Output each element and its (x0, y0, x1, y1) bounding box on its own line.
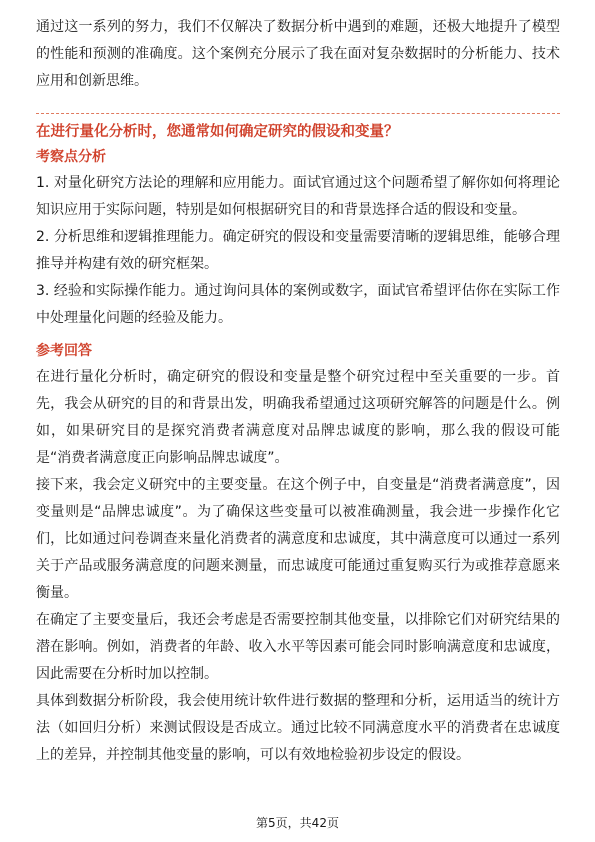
answer-heading: 参考回答 (36, 343, 92, 359)
page-number: 第5页，共42页 (256, 816, 339, 830)
analysis-item-2: 2. 分析思维和逻辑推理能力。确定研究的假设和变量需要清晰的逻辑思维，能够合理推导并构建有效的研究框架。 (36, 229, 560, 272)
document-page (36, 14, 560, 769)
analysis-item-3: 3. 经验和实际操作能力。通过询问具体的案例或数字，面试官希望评估你在实际工作中处理量化问题的经验及能力。 (36, 283, 560, 326)
question-heading: 在进行量化分析时，您通常如何确定研究的假设和变量？ (36, 124, 399, 140)
answer-paragraph-2: 接下来，我会定义研究中的主要变量。在这个例子中，自变量是“消费者满意度”，因变量则是“品牌忠诚度”。为了确保这些变量可以被准确测量，我会进一步操作化它们，比如通过问卷调查来量化消费者的满意度和忠诚度，其中满意度可以通过一系列关于产品或服务满意度的问题来测量，而忠诚度可能通过重复购买行为或推荐意愿来衡量。 (36, 477, 560, 601)
answer-paragraph-1: 在进行量化分析时，确定研究的假设和变量是整个研究过程中至关重要的一步。首先，我会从研究的目的和背景出发，明确我希望通过这项研究解答的问题是什么。例如，如果研究目的是探究消费者满意度对品牌忠诚度的影响，那么我的假设可能是“消费者满意度正向影响品牌忠诚度”。 (36, 369, 560, 466)
answer-paragraph-3: 在确定了主要变量后，我还会考虑是否需要控制其他变量，以排除它们对研究结果的潜在影响。例如，消费者的年龄、收入水平等因素可能会同时影响满意度和忠诚度，因此需要在分析时加以控制。 (36, 612, 560, 682)
answer-paragraph-4: 具体到数据分析阶段，我会使用统计软件进行数据的整理和分析，运用适当的统计方法（如回归分析）来测试假设是否成立。通过比较不同满意度水平的消费者在忠诚度上的差异，并控制其他变量的影响，可以有效地检验初步设定的假设。 (36, 693, 560, 763)
analysis-list (36, 170, 560, 332)
analysis-heading: 考察点分析 (36, 149, 106, 165)
analysis-item-1: 1. 对量化研究方法论的理解和应用能力。面试官通过这个问题希望了解你如何将理论知识应用于实际问题，特别是如何根据研究目的和背景选择合适的假设和变量。 (36, 175, 560, 218)
section-divider (36, 113, 560, 114)
intro-paragraph: 通过这一系列的努力，我们不仅解决了数据分析中遇到的难题，还极大地提升了模型的性能和预测的准确度。这个案例充分展示了我在面对复杂数据时的分析能力、技术应用和创新思维。 (36, 19, 560, 89)
answer-body (36, 364, 560, 769)
